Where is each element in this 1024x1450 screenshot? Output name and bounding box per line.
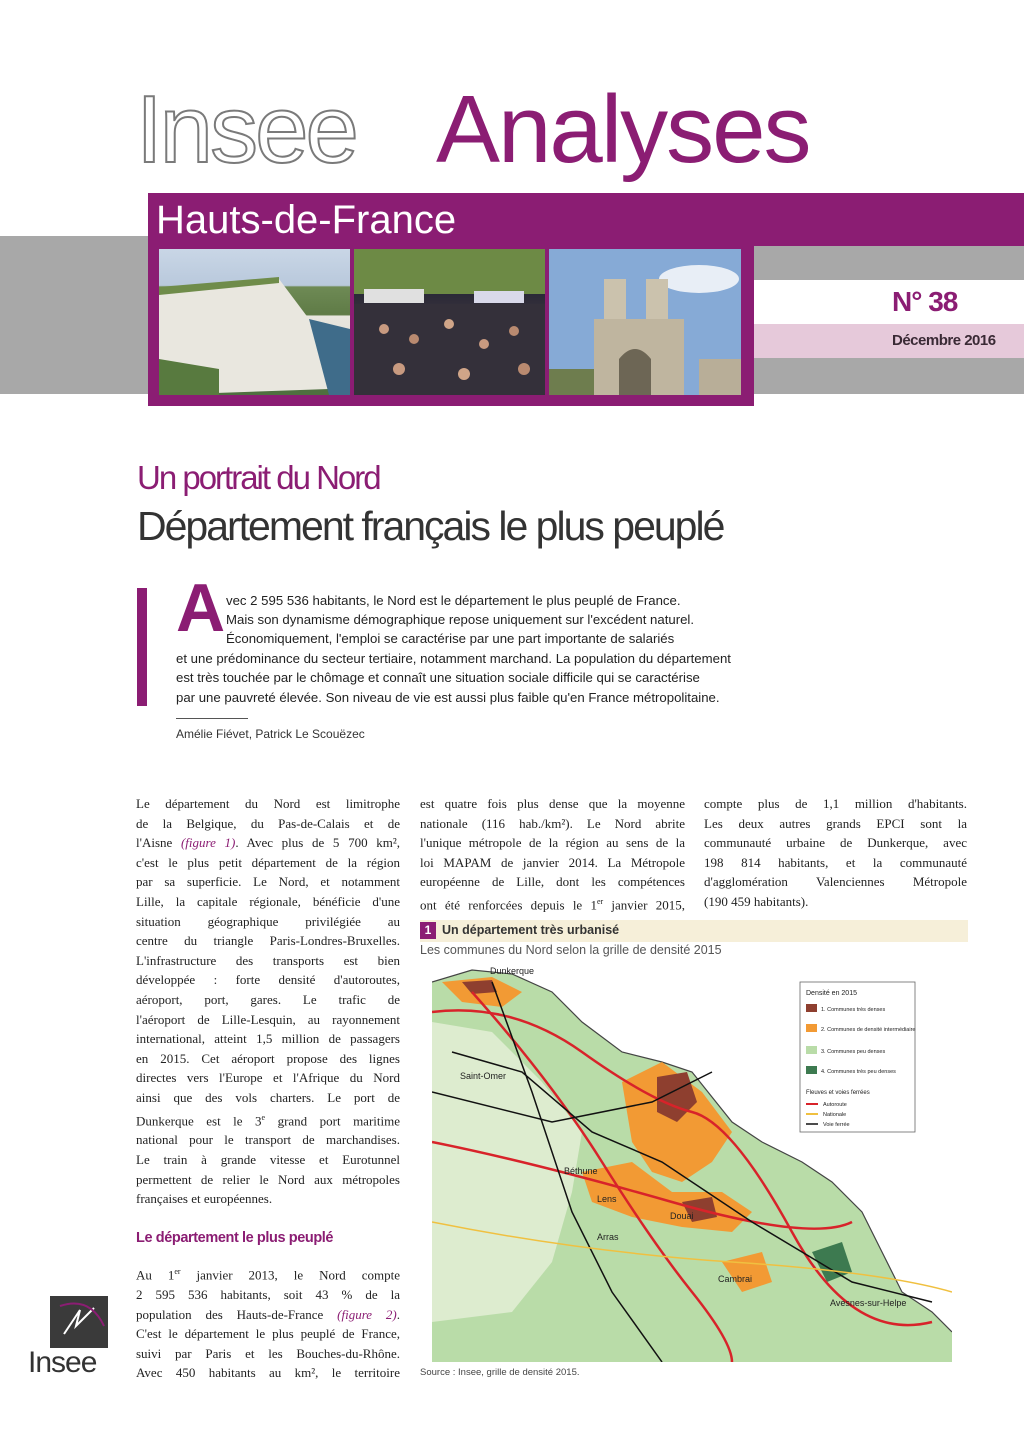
legend-label-very-dense: 1. Communes très denses <box>821 1007 886 1013</box>
superscript: er <box>596 896 604 906</box>
figure-subtitle: Les communes du Nord selon la grille de densité 2015 <box>420 943 722 957</box>
lead-line: Mais son dynamisme démographique repose uniquement sur l'excédent naturel. <box>226 612 695 627</box>
body-line: par sa superficie. Le Nord, et notamment <box>136 874 400 890</box>
body-line: communauté urbaine de Dunkerque, avec <box>704 835 967 851</box>
insee-logo-graphic <box>50 1296 108 1348</box>
body-text: grand port maritime <box>265 1112 400 1128</box>
body-line <box>136 1305 400 1325</box>
brand-analyses: Analyses <box>436 76 810 183</box>
body-line: de la Belgique, du Pas-de-Calais et de <box>136 815 400 831</box>
body-line <box>136 1108 400 1131</box>
legend-density-title: Densité en 2015 <box>806 990 857 997</box>
body-line: en 2015. Cet aéroport propose des lignes <box>136 1050 400 1066</box>
body-line: situation géographique privilégiée au <box>136 913 400 929</box>
legend-swatch-low-density <box>806 1046 817 1054</box>
body-column-1 <box>136 794 400 1209</box>
body-line: aéroport, port, gares. Le trafic de <box>136 991 400 1007</box>
lead-line: est très touchée par le chômage et connaît une situation sociale difficile qui se caractérise <box>176 670 700 685</box>
body-line: Lille, la capitale régionale, bénéficie d'une <box>136 893 400 909</box>
body-line: développée : forte densité d'autoroutes, <box>136 972 400 988</box>
body-column-3 <box>704 794 967 912</box>
body-line: (190 459 habitants). <box>704 893 809 909</box>
lead-accent-bar <box>137 588 147 706</box>
cathedral-photo <box>549 249 741 395</box>
body-line: international, atteint 1,5 million de passagers <box>136 1031 400 1047</box>
article-authors: Amélie Fiévet, Patrick Le Scouëzec <box>176 727 365 741</box>
body-text: . Avec plus de 5 700 km², <box>235 835 401 851</box>
legend-label-railway: Voie ferrée <box>823 1122 850 1128</box>
body-column-2 <box>420 794 685 915</box>
body-column-1-continued <box>136 1262 400 1383</box>
legend-label-low-density: 3. Communes peu denses <box>821 1049 886 1055</box>
body-line: nationale (116 hab./km²). Le Nord abrite <box>420 815 685 831</box>
body-line: françaises et européennes. <box>136 1191 273 1207</box>
figure-reference[interactable]: (figure 1) <box>180 835 236 851</box>
body-line: 198 814 habitants, et la communauté <box>704 854 967 870</box>
figure-title: Un département très urbanisé <box>442 923 620 937</box>
body-text: . <box>396 1306 400 1322</box>
author-rule <box>176 718 248 719</box>
lead-line: vec 2 595 536 habitants, le Nord est le département le plus peuplé de France. <box>226 593 681 608</box>
region-title: Hauts-de-France <box>156 198 457 242</box>
legend-label-very-low-density: 4. Communes très peu denses <box>821 1069 896 1075</box>
legend-swatch-intermediate <box>806 1024 817 1032</box>
body-line <box>136 1262 400 1285</box>
body-line: L'infrastructure des transports est bien <box>136 952 400 968</box>
body-line: Les deux autres grands EPCI sont la <box>704 815 967 831</box>
lead-line: par une pauvreté élevée. Son niveau de vie est aussi plus faible qu'en France métropolitaine. <box>176 690 720 705</box>
body-line: c'est le plus petit département de la région <box>136 854 400 870</box>
map-label-arras: Arras <box>597 1232 619 1242</box>
body-line: suivi par Paris et les Bouches-du-Rhône. <box>136 1345 400 1361</box>
cliffs-photo <box>159 249 350 395</box>
body-text: janvier 2015, <box>603 897 686 913</box>
body-line: loi MAPAM de janvier 2014. La Métropole <box>420 854 685 870</box>
body-line: l'aéroport de Lille-Lesquin, au rayonnement <box>136 1011 400 1027</box>
map-legend-box <box>800 982 915 1132</box>
body-line: Le train à grande vitesse et Eurotunnel <box>136 1152 400 1168</box>
brand-insee: Insee <box>136 76 356 183</box>
insee-logo-text: Insee <box>28 1346 97 1379</box>
body-line: 2 595 536 habitants, soit 43 % de la <box>136 1286 400 1302</box>
body-line: permettent de relier le Nord aux métropoles <box>136 1171 400 1187</box>
body-text: l'Aisne <box>136 835 173 851</box>
figure-number-badge: 1 <box>420 922 436 939</box>
body-line: l'unique métropole de la région au sens de la <box>420 835 685 851</box>
article-kicker: Un portrait du Nord <box>137 459 380 496</box>
body-line: d'agglomération Valenciennes Métropole <box>704 874 967 890</box>
body-line: ainsi que des vols charters. Le port de <box>136 1089 400 1105</box>
legend-network-title: Fleuves et voies ferrées <box>806 1090 870 1096</box>
issue-number: N° 38 <box>892 286 958 317</box>
map-label-bethune: Béthune <box>564 1166 598 1176</box>
lead-line: et une prédominance du secteur tertiaire, notamment marchand. La population du département <box>176 651 731 666</box>
body-line: directes vers l'Europe et l'Afrique du Nord <box>136 1070 400 1086</box>
superscript: er <box>174 1267 181 1276</box>
map-label-douai: Douai <box>670 1211 694 1221</box>
body-line: est quatre fois plus dense que la moyenne <box>420 796 685 811</box>
legend-label-motorway: Autoroute <box>823 1102 847 1108</box>
issue-date: Décembre 2016 <box>892 332 996 349</box>
lead-line: Économiquement, l'emploi se caractérise par une part importante de salariés <box>226 631 675 646</box>
crowd-illustration <box>354 249 545 395</box>
figure-reference[interactable]: (figure 2) <box>337 1306 397 1322</box>
density-map <box>432 962 952 1362</box>
map-label-dunkerque: Dunkerque <box>490 966 535 976</box>
legend-label-national: Nationale <box>823 1112 847 1118</box>
figure-source: Source : Insee, grille de densité 2015. <box>420 1367 580 1378</box>
lead-dropcap: A <box>176 570 226 646</box>
article-title: Département français le plus peuplé <box>137 503 724 549</box>
body-text: janvier 2013, le Nord compte <box>180 1267 400 1283</box>
crowd-photo <box>354 249 545 395</box>
map-label-lens: Lens <box>597 1194 617 1204</box>
body-line: Avec 450 habitants au km², le territoire <box>136 1365 400 1381</box>
cliffs-illustration <box>159 249 350 395</box>
body-text: ont été renforcées depuis le 1 <box>420 897 597 913</box>
legend-swatch-very-low-density <box>806 1066 817 1074</box>
map-label-cambrai: Cambrai <box>718 1274 753 1284</box>
body-line: centre du triangle Paris-Londres-Bruxelles. <box>136 933 400 949</box>
body-line: national pour le transport de marchandises. <box>136 1132 400 1148</box>
cathedral-illustration <box>549 249 741 395</box>
map-label-avesnes: Avesnes-sur-Helpe <box>830 1298 907 1308</box>
body-text: Dunkerque est le 3 <box>136 1112 262 1128</box>
section-heading: Le département le plus peuplé <box>136 1230 334 1246</box>
body-line <box>136 833 400 853</box>
body-line: européenne de Lille, dont les compétences <box>420 874 685 890</box>
body-text: population des Hauts-de-France <box>136 1306 338 1322</box>
body-line: compte plus de 1,1 million d'habitants. <box>704 796 967 811</box>
body-line: Le département du Nord est limitrophe <box>136 796 400 811</box>
legend-label-intermediate: 2. Communes de densité intermédiaire <box>821 1027 916 1033</box>
legend-swatch-very-dense <box>806 1004 817 1012</box>
superscript: e <box>261 1112 266 1122</box>
body-line: C'est le département le plus peuplé de France, <box>136 1326 400 1342</box>
body-line <box>420 892 685 915</box>
map-label-saint-omer: Saint-Omer <box>460 1071 507 1081</box>
body-text: Au 1 <box>136 1267 175 1283</box>
issue-number-box <box>754 280 1024 324</box>
insee-logo-icon <box>50 1296 108 1348</box>
